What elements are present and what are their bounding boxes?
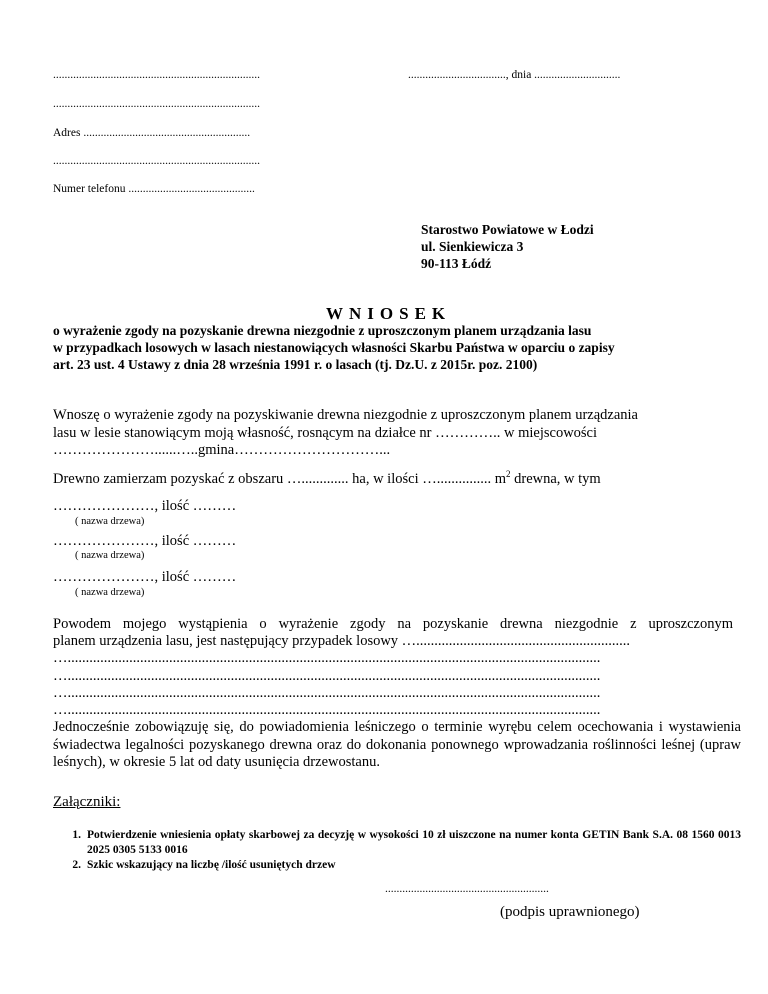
tree-entry-2: …………………, ilość ……… [53, 533, 237, 549]
reason-dots-1: …................................................................................................................................................... [53, 650, 601, 666]
address-field-2: ........................................................................ [53, 155, 260, 167]
attachments-heading: Załączniki: [53, 794, 121, 810]
place-date-field: .................................., dnia .............................. [408, 69, 621, 81]
attachment-text: Szkic wskazujący na liczbę /ilość usuniętych drzew [87, 859, 336, 871]
recipient-city: 90-113 Łódź [421, 256, 492, 271]
subtitle-line-1: o wyrażenie zgody na pozyskanie drewna niezgodnie z uproszczonym planem urządzania lasu [53, 323, 592, 338]
reason-line-2: planem urządzenia lasu, jest następujący przypadek losowy …........................................................... [53, 633, 631, 649]
document-subtitle [53, 322, 615, 373]
reason-dots-4: …................................................................................................................................................... [53, 702, 601, 718]
attachment-item-2 [53, 858, 741, 873]
signature-line: ......................................................... [385, 883, 549, 895]
recipient-name: Starostwo Powiatowe w Łodzi [421, 222, 594, 237]
attachment-number: 1. [72, 829, 81, 841]
volume-text: Drewno zamierzam pozyskać z obszaru …............. ha, w ilości …............... m [53, 471, 507, 487]
recipient-street: ul. Sienkiewicza 3 [421, 239, 524, 254]
volume-line [53, 471, 601, 488]
tree-caption-2: ( nazwa drzewa) [75, 550, 145, 561]
request-line-3: …………………......…..gmina…………………………... [53, 442, 391, 458]
reason-dots-2: …................................................................................................................................................... [53, 668, 601, 684]
signature-label: (podpis uprawnionego) [500, 904, 640, 920]
attachment-text: Potwierdzenie wniesienia opłaty skarbowej za decyzję w wysokości 10 zł uiszczone na numer konta GETIN Bank S.A. 08 1560 0013 2025 0305 5133 0016 [87, 829, 741, 856]
volume-unit-sup: 2 [506, 469, 511, 480]
attachment-item-1 [53, 828, 741, 858]
phone-field: Numer telefonu ............................................ [53, 183, 255, 195]
volume-text-end: drewna, w tym [510, 471, 601, 487]
subtitle-line-2: w przypadkach losowych w lasach niestanowiących własności Skarbu Państwa w oparciu o zapisy [53, 340, 615, 355]
tree-caption-3: ( nazwa drzewa) [75, 587, 145, 598]
address-field: Adres .......................................................... [53, 127, 251, 139]
tree-entry-1: …………………, ilość ……… [53, 498, 237, 514]
name-field-2: ........................................................................ [53, 98, 260, 110]
request-line-1: Wnoszę o wyrażenie zgody na pozyskiwanie drewna niezgodnie z uproszczonym planem urządzania [53, 407, 638, 423]
reason-dots-3: …................................................................................................................................................... [53, 685, 601, 701]
request-paragraph [53, 407, 733, 460]
request-line-2: lasu w lesie stanowiącym moją własność, rosnącym na działce nr ………….. w miejscowości [53, 424, 598, 441]
tree-entry-3: …………………, ilość ……… [53, 569, 237, 585]
document-title: WNIOSEK [326, 304, 452, 323]
tree-caption-1: ( nazwa drzewa) [75, 516, 145, 527]
subtitle-line-3: art. 23 ust. 4 Ustawy z dnia 28 września 1991 r. o lasach (tj. Dz.U. z 2015r. poz. 2100) [53, 357, 538, 372]
reason-line-1: Powodem mojego wystąpienia o wyrażenie zgody na pozyskanie drewna niezgodnie z uproszczonym [53, 616, 733, 632]
attachments-list [53, 828, 741, 873]
attachment-number: 2. [72, 859, 81, 871]
name-field: ........................................................................ [53, 69, 260, 81]
commitment-paragraph: Jednocześnie zobowiązuję się, do powiadomienia leśniczego o terminie wyrębu celem ocechowania i wystawienia świadectwa legalności pozyskanego drewna oraz do dokonania ponownego wprowadzania roślinności leśnej (upraw leśnych), w okresie 5 lat od daty usunięcia drzewostanu. [53, 719, 741, 770]
recipient-address [421, 221, 594, 272]
